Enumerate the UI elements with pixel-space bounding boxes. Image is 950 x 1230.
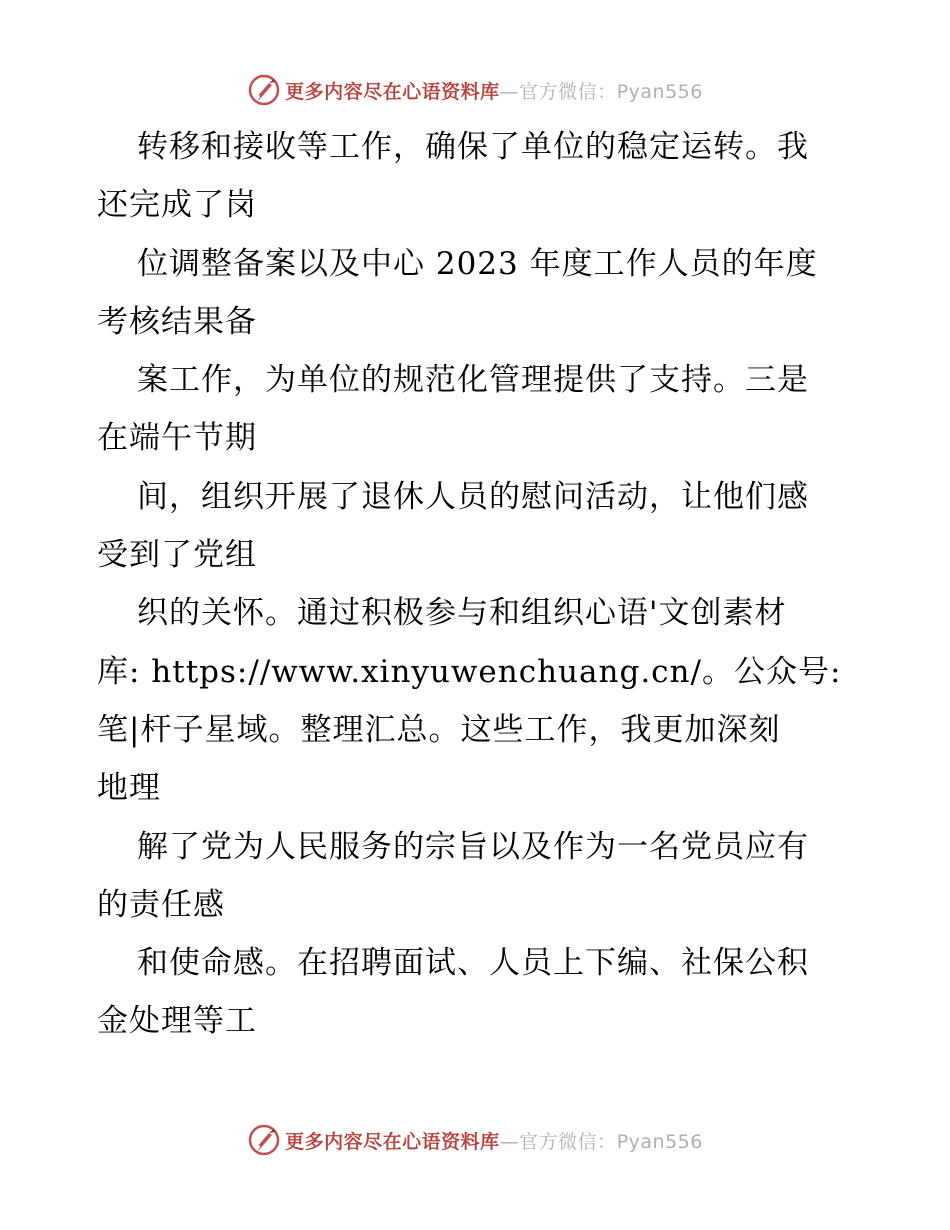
text-line: 还完成了岗 (97, 187, 257, 224)
text-line: 在端午节期 (97, 420, 257, 457)
footer-wechat-account: Pyan556 (616, 1130, 703, 1153)
quill-logo-icon (247, 1123, 281, 1157)
header-brand-text: 更多内容尽在心语资料库 (285, 80, 500, 103)
text-line: 位调整备案以及中心 2023 年度工作人员的年度 (137, 245, 818, 282)
header-wechat-account: Pyan556 (616, 80, 703, 103)
text-line: 的责任感 (97, 886, 225, 923)
header-banner-text (285, 77, 703, 104)
text-line: 笔|杆子星域。整理汇总。这些工作，我更加深刻 (97, 711, 781, 748)
text-line: 织的关怀。通过积极参与和组织心语'文创素材 (137, 595, 787, 632)
text-line: 受到了党组 (97, 537, 257, 574)
text-line: 考核结果备 (97, 303, 257, 340)
header-separator: — (499, 80, 520, 103)
footer-banner-text (285, 1127, 703, 1154)
text-line: 金处理等工 (97, 1003, 257, 1040)
text-line: 地理 (97, 770, 161, 807)
text-line: 间，组织开展了退休人员的慰问活动，让他们感 (137, 478, 809, 515)
text-line: 转移和接收等工作，确保了单位的稳定运转。我 (137, 129, 809, 165)
footer-wechat-label: 官方微信： (519, 1130, 617, 1153)
text-line: 和使命感。在招聘面试、人员上下编、社保公积 (137, 945, 809, 982)
text-line: 解了党为人民服务的宗旨以及作为一名党员应有 (137, 828, 809, 865)
footer-separator: — (499, 1130, 520, 1153)
document-body (97, 118, 857, 1051)
text-line: 库: https://www.xinyuwenchuang.cn/。公众号: (97, 653, 842, 690)
header-banner (0, 70, 950, 110)
quill-logo-icon (247, 73, 281, 107)
footer-banner (0, 1120, 950, 1160)
text-line: 案工作，为单位的规范化管理提供了支持。三是 (137, 362, 809, 399)
footer-brand-text: 更多内容尽在心语资料库 (285, 1130, 500, 1153)
header-wechat-label: 官方微信： (519, 80, 617, 103)
